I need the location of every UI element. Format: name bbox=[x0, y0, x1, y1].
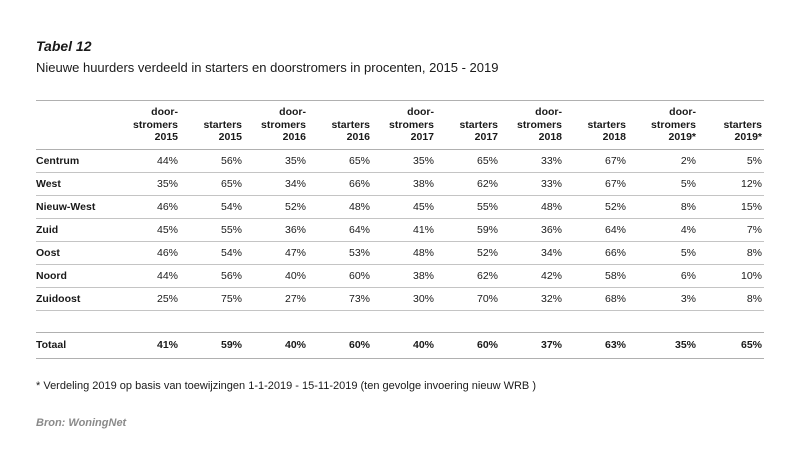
percentage-cell: 35% bbox=[156, 177, 178, 190]
percentage-cell: 33% bbox=[540, 177, 562, 190]
table-row bbox=[36, 172, 764, 195]
percentage-cell: 38% bbox=[412, 269, 434, 282]
percentage-cell: 32% bbox=[540, 292, 562, 305]
percentage-cell: 25% bbox=[156, 292, 178, 305]
percentage-cell: 48% bbox=[348, 200, 370, 213]
percentage-cell: 42% bbox=[540, 269, 562, 282]
total-cell: 60% bbox=[348, 339, 370, 351]
percentage-cell: 54% bbox=[220, 200, 242, 213]
percentage-cell: 8% bbox=[746, 246, 762, 259]
total-row bbox=[36, 332, 764, 358]
table-row bbox=[36, 149, 764, 172]
percentage-cell: 73% bbox=[348, 292, 370, 305]
region-label: Oost bbox=[36, 246, 60, 259]
percentage-cell: 5% bbox=[680, 177, 696, 190]
percentage-cell: 44% bbox=[156, 269, 178, 282]
header-cell: starters 2015 bbox=[203, 118, 242, 143]
percentage-cell: 48% bbox=[540, 200, 562, 213]
total-cell: 63% bbox=[604, 339, 626, 351]
percentage-cell: 34% bbox=[540, 246, 562, 259]
percentage-cell: 3% bbox=[680, 292, 696, 305]
footnote: * Verdeling 2019 op basis van toewijzingen 1-1-2019 - 15-11-2019 (ten gevolge invoering nieuw WRB ) bbox=[36, 380, 536, 392]
total-cell: 37% bbox=[540, 339, 562, 351]
header-cell: door- stromers 2017 bbox=[389, 106, 434, 143]
header-cell: starters 2019* bbox=[723, 118, 762, 143]
percentage-cell: 12% bbox=[740, 177, 762, 190]
region-label: Noord bbox=[36, 269, 67, 282]
total-cell: 40% bbox=[284, 339, 306, 351]
region-label: Zuidoost bbox=[36, 292, 81, 305]
data-table bbox=[36, 100, 764, 359]
percentage-cell: 33% bbox=[540, 154, 562, 167]
region-label: Nieuw-West bbox=[36, 200, 96, 213]
percentage-cell: 8% bbox=[746, 292, 762, 305]
percentage-cell: 58% bbox=[604, 269, 626, 282]
percentage-cell: 62% bbox=[476, 177, 498, 190]
percentage-cell: 45% bbox=[412, 200, 434, 213]
percentage-cell: 66% bbox=[604, 246, 626, 259]
percentage-cell: 65% bbox=[476, 154, 498, 167]
header-cell: door- stromers 2019* bbox=[651, 106, 696, 143]
table-subtitle: Nieuwe huurders verdeeld in starters en doorstromers in procenten, 2015 - 2019 bbox=[36, 60, 499, 75]
percentage-cell: 27% bbox=[284, 292, 306, 305]
percentage-cell: 4% bbox=[680, 223, 696, 236]
percentage-cell: 59% bbox=[476, 223, 498, 236]
percentage-cell: 65% bbox=[348, 154, 370, 167]
percentage-cell: 6% bbox=[680, 269, 696, 282]
percentage-cell: 52% bbox=[604, 200, 626, 213]
header-cell: door- stromers 2015 bbox=[133, 106, 178, 143]
percentage-cell: 40% bbox=[284, 269, 306, 282]
percentage-cell: 53% bbox=[348, 246, 370, 259]
percentage-cell: 75% bbox=[220, 292, 242, 305]
percentage-cell: 60% bbox=[348, 269, 370, 282]
percentage-cell: 7% bbox=[746, 223, 762, 236]
table-row bbox=[36, 264, 764, 287]
percentage-cell: 30% bbox=[412, 292, 434, 305]
total-cell: 59% bbox=[220, 339, 242, 351]
percentage-cell: 67% bbox=[604, 154, 626, 167]
total-cell: 65% bbox=[740, 339, 762, 351]
percentage-cell: 70% bbox=[476, 292, 498, 305]
percentage-cell: 46% bbox=[156, 246, 178, 259]
percentage-cell: 55% bbox=[220, 223, 242, 236]
percentage-cell: 45% bbox=[156, 223, 178, 236]
percentage-cell: 64% bbox=[348, 223, 370, 236]
percentage-cell: 44% bbox=[156, 154, 178, 167]
percentage-cell: 8% bbox=[680, 200, 696, 213]
header-cell: door- stromers 2018 bbox=[517, 106, 562, 143]
total-cell: 40% bbox=[412, 339, 434, 351]
header-row bbox=[36, 101, 764, 150]
table-row bbox=[36, 287, 764, 310]
percentage-cell: 65% bbox=[220, 177, 242, 190]
percentage-cell: 55% bbox=[476, 200, 498, 213]
percentage-cell: 56% bbox=[220, 269, 242, 282]
percentage-cell: 47% bbox=[284, 246, 306, 259]
table-row bbox=[36, 218, 764, 241]
percentage-cell: 48% bbox=[412, 246, 434, 259]
percentage-cell: 54% bbox=[220, 246, 242, 259]
total-cell: 41% bbox=[156, 339, 178, 351]
percentage-cell: 41% bbox=[412, 223, 434, 236]
total-cell: 60% bbox=[476, 339, 498, 351]
percentage-cell: 5% bbox=[746, 154, 762, 167]
percentage-cell: 67% bbox=[604, 177, 626, 190]
table-row bbox=[36, 241, 764, 264]
percentage-cell: 34% bbox=[284, 177, 306, 190]
percentage-cell: 38% bbox=[412, 177, 434, 190]
percentage-cell: 36% bbox=[540, 223, 562, 236]
percentage-cell: 35% bbox=[412, 154, 434, 167]
header-cell-region bbox=[36, 101, 132, 150]
region-label: Centrum bbox=[36, 154, 80, 167]
percentage-cell: 52% bbox=[284, 200, 306, 213]
percentage-cell: 52% bbox=[476, 246, 498, 259]
region-label: Zuid bbox=[36, 223, 59, 236]
percentage-cell: 46% bbox=[156, 200, 178, 213]
percentage-cell: 62% bbox=[476, 269, 498, 282]
source-credit: Bron: WoningNet bbox=[36, 417, 127, 429]
header-cell: door- stromers 2016 bbox=[261, 106, 306, 143]
total-label: Totaal bbox=[36, 339, 67, 351]
percentage-cell: 2% bbox=[680, 154, 696, 167]
total-cell: 35% bbox=[674, 339, 696, 351]
percentage-cell: 10% bbox=[740, 269, 762, 282]
spacer-row bbox=[36, 310, 764, 332]
percentage-cell: 56% bbox=[220, 154, 242, 167]
percentage-cell: 66% bbox=[348, 177, 370, 190]
percentage-cell: 5% bbox=[680, 246, 696, 259]
percentage-cell: 35% bbox=[284, 154, 306, 167]
table-row bbox=[36, 195, 764, 218]
header-cell: starters 2016 bbox=[331, 118, 370, 143]
percentage-cell: 68% bbox=[604, 292, 626, 305]
percentage-cell: 36% bbox=[284, 223, 306, 236]
region-label: West bbox=[36, 177, 61, 190]
percentage-cell: 64% bbox=[604, 223, 626, 236]
percentage-cell: 15% bbox=[740, 200, 762, 213]
table-title: Tabel 12 bbox=[36, 38, 92, 54]
header-cell: starters 2017 bbox=[459, 118, 498, 143]
header-cell: starters 2018 bbox=[587, 118, 626, 143]
